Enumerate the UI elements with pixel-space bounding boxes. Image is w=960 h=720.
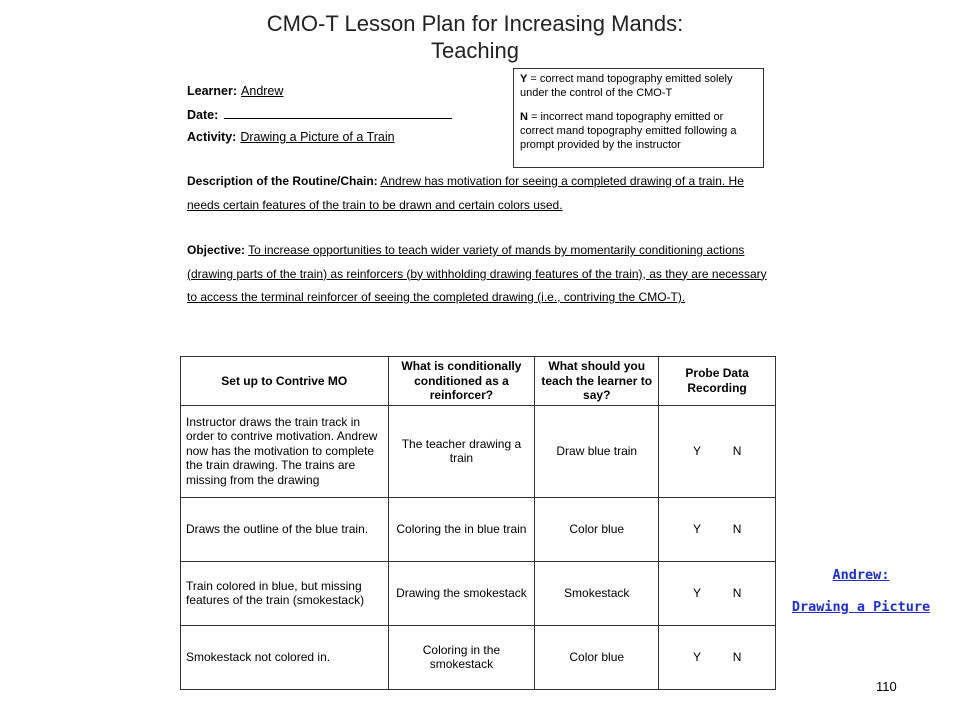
page-number: 110: [876, 679, 897, 694]
date-row: [187, 107, 452, 122]
activity-row: [187, 130, 395, 144]
learner-label: Learner:: [187, 84, 238, 98]
reinforcer-cell: Coloring the in blue train: [388, 497, 535, 561]
probe-n[interactable]: N: [732, 443, 742, 458]
say-cell: Smokestack: [535, 561, 659, 625]
say-cell: Draw blue train: [535, 405, 659, 497]
setup-cell: Draws the outline of the blue train.: [181, 497, 389, 561]
objective-paragraph: [187, 239, 767, 310]
reinforcer-cell: The teacher drawing a train: [388, 405, 535, 497]
legend-n-text: = incorrect mand topography emitted or correct mand topography emitted following a prompt provided by the instructor: [520, 111, 737, 151]
header-setup: Set up to Contrive MO: [181, 357, 389, 406]
table-row: [181, 561, 776, 625]
probe-y[interactable]: Y: [693, 585, 702, 600]
probe-n[interactable]: N: [732, 585, 742, 600]
table-row: [181, 497, 776, 561]
table-row: [181, 405, 776, 497]
lesson-plan-table: [180, 356, 776, 690]
header-probe: Probe Data Recording: [659, 357, 776, 406]
table-header-row: [181, 357, 776, 406]
probe-cell: [659, 561, 776, 625]
activity-label: Activity:: [187, 130, 237, 144]
legend-n-key: N: [520, 111, 528, 123]
setup-cell: Train colored in blue, but missing features of the train (smokestack): [181, 561, 389, 625]
reinforcer-cell: Drawing the smokestack: [388, 561, 535, 625]
description-label: Description of the Routine/Chain:: [187, 174, 378, 188]
side-link-drawing[interactable]: Drawing a Picture: [791, 599, 931, 615]
probe-n[interactable]: N: [732, 649, 742, 664]
description-paragraph: [187, 170, 767, 217]
legend-y-text: = correct mand topography emitted solely under the control of the CMO-T: [520, 73, 733, 99]
legend-n: [520, 110, 757, 152]
legend-y-key: Y: [520, 73, 528, 85]
header-say: What should you teach the learner to say?: [535, 357, 659, 406]
probe-y[interactable]: Y: [693, 649, 702, 664]
page-title: [180, 10, 770, 64]
date-blank-line: [224, 107, 452, 119]
probe-y[interactable]: Y: [693, 443, 702, 458]
probe-n[interactable]: N: [732, 521, 742, 536]
description-text: Andrew has motivation for seeing a completed drawing of a train. He needs certain features of the train to be drawn and certain colors used.: [187, 174, 744, 212]
learner-row: [187, 84, 283, 98]
activity-value: Drawing a Picture of a Train: [240, 130, 395, 144]
reinforcer-cell: Coloring in the smokestack: [388, 625, 535, 689]
objective-label: Objective:: [187, 243, 246, 257]
legend-y: [520, 72, 757, 100]
setup-cell: Smokestack not colored in.: [181, 625, 389, 689]
date-label: Date:: [187, 108, 219, 122]
probe-cell: [659, 497, 776, 561]
learner-value: Andrew: [241, 84, 284, 98]
objective-text: To increase opportunities to teach wider variety of mands by momentarily conditioning actions (drawing parts of the train) as reinforcers (by withholding drawing features of the train), as they are necessary to access the terminal reinforcer of seeing the completed drawing (i.e., contriving the CMO-T).: [187, 243, 767, 304]
say-cell: Color blue: [535, 497, 659, 561]
table-row: [181, 625, 776, 689]
setup-cell: Instructor draws the train track in order to contrive motivation. Andrew now has the motivation to complete the train drawing. The trains are missing from the drawing: [181, 405, 389, 497]
header-reinforcer: What is conditionally conditioned as a reinforcer?: [388, 357, 535, 406]
title-line-2: Teaching: [430, 38, 520, 63]
title-line-1: CMO-T Lesson Plan for Increasing Mands:: [266, 11, 684, 36]
say-cell: Color blue: [535, 625, 659, 689]
side-link-andrew[interactable]: Andrew:: [832, 567, 890, 583]
legend-box: [513, 68, 764, 168]
probe-y[interactable]: Y: [693, 521, 702, 536]
probe-cell: [659, 625, 776, 689]
probe-cell: [659, 405, 776, 497]
